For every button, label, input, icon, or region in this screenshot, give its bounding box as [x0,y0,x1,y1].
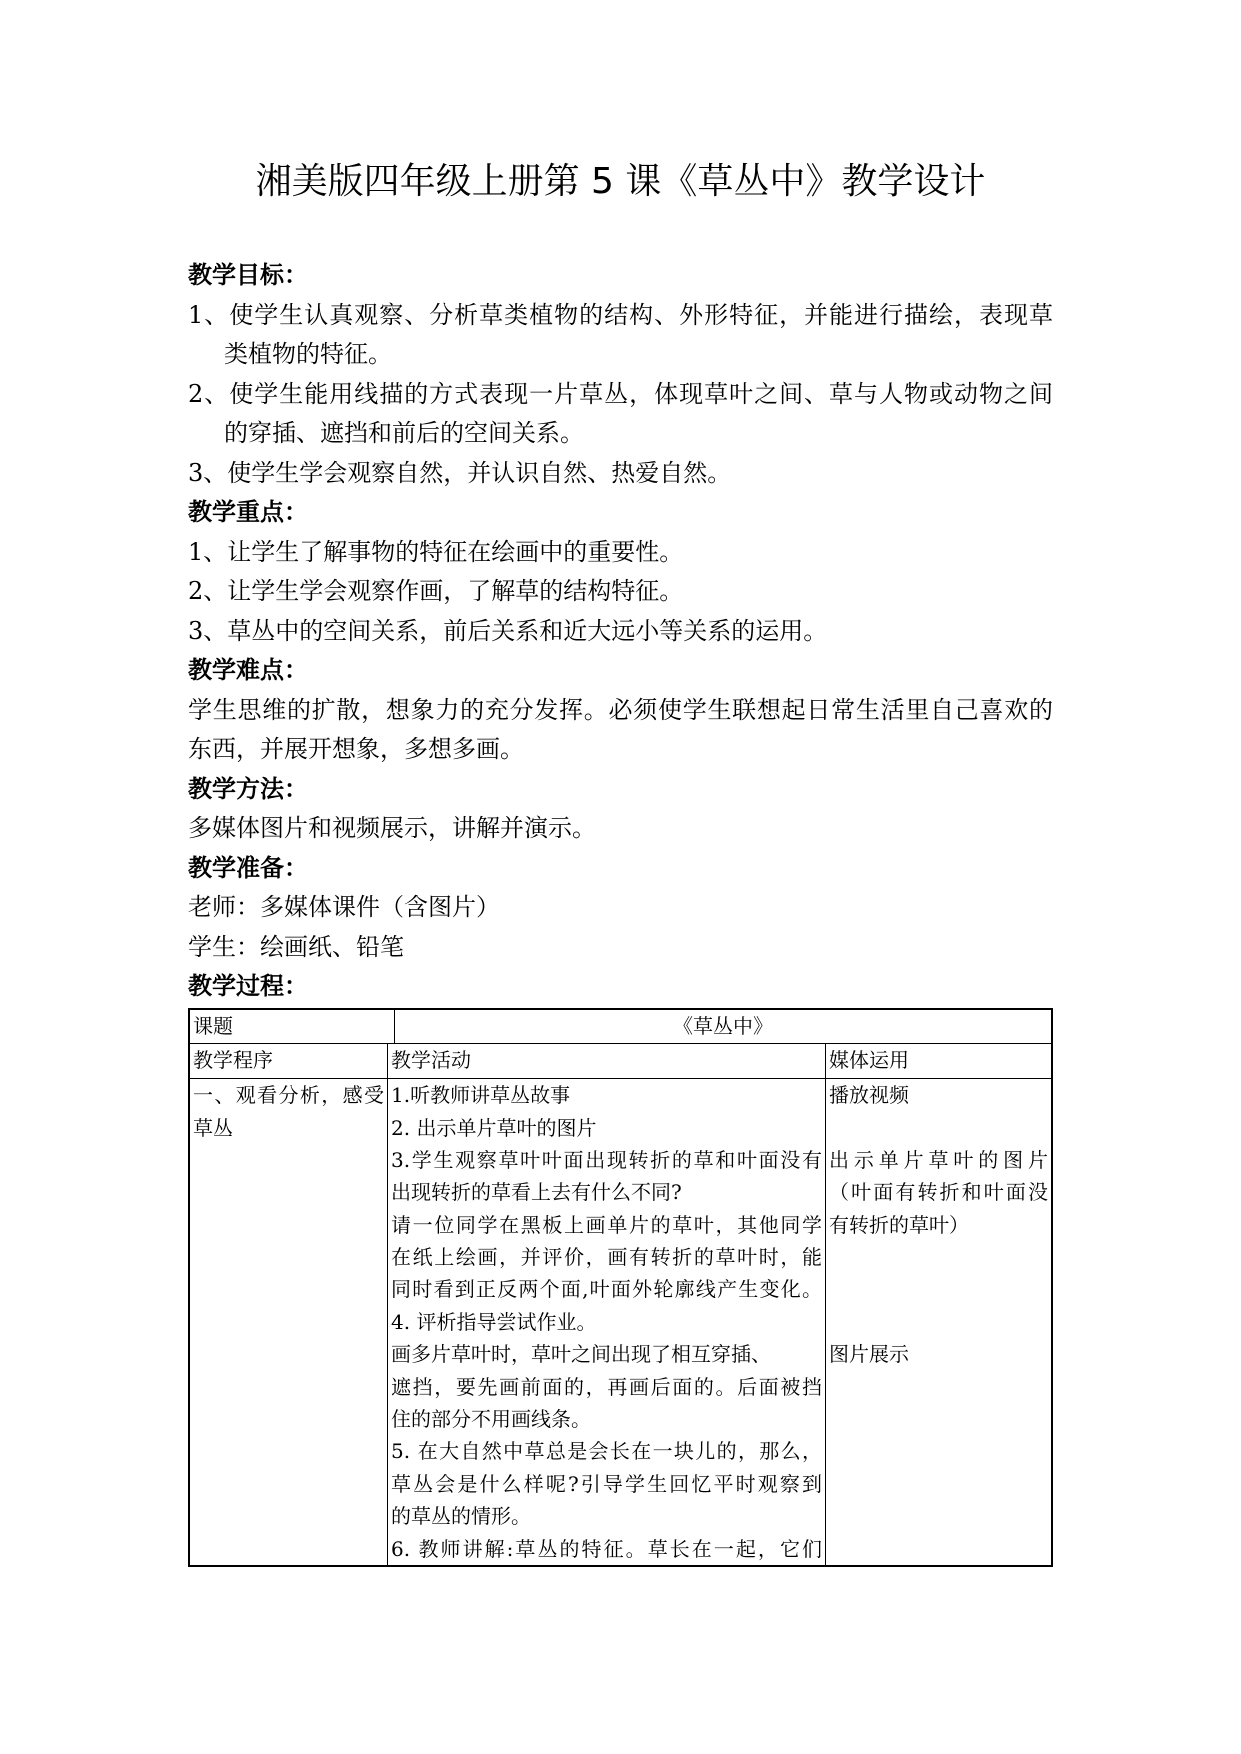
header-media: 媒体运用 [829,1048,909,1073]
topic-value-cell: 《草丛中》 [673,1014,773,1038]
activity-line: 6. 教师讲解:草丛的特征。草长在一起，它们 [391,1536,822,1561]
activity-line: 5. 在大自然中草总是会长在一块儿的，那么， [391,1439,822,1464]
procedure-line: 草丛 [193,1115,233,1140]
activity-line: 在纸上绘画，并评价，画有转折的草叶时，能 [391,1245,822,1270]
header-procedure: 教学程序 [190,1044,388,1078]
activity-line: 草丛会是什么样呢?引导学生回忆平时观察到 [391,1471,822,1496]
procedure-line: 一、观看分析，感受 [193,1083,384,1108]
difficulties-line-1: 学生思维的扩散，想象力的充分发挥。必须使学生联想起日常生活里自己喜欢的 [188,695,1053,724]
activity-line: 同时看到正反两个面,叶面外轮廓线产生变化。 [391,1277,822,1302]
methods-line-1: 多媒体图片和视频展示，讲解并演示。 [188,814,596,842]
media-line: （叶面有转折和叶面没 [829,1180,1048,1205]
media-cell [826,1079,1051,1565]
difficulties-line-2: 东西，并展开想象，多想多画。 [188,735,524,763]
process-table [188,1008,1053,1567]
table-header-row [190,1044,1051,1079]
table-row [190,1079,1051,1565]
activity-line: 1.听教师讲草丛故事 [391,1083,571,1108]
procedure-cell [190,1079,388,1565]
media-line: 有转折的草叶） [829,1212,969,1237]
objective-item-2-line-2: 的穿插、遮挡和前后的空间关系。 [224,419,584,447]
key-point-item-1: 1、让学生了解事物的特征在绘画中的重要性。 [188,537,684,566]
section-heading-process: 教学过程： [188,972,308,1000]
key-point-item-3: 3、草丛中的空间关系，前后关系和近大远小等关系的运用。 [188,616,828,645]
topic-label-cell: 课题 [190,1010,395,1043]
preparation-student: 学生：绘画纸、铅笔 [188,932,404,961]
header-activities: 教学活动 [388,1044,826,1078]
objective-item-3: 3、使学生学会观察自然，并认识自然、热爱自然。 [188,458,732,487]
key-point-item-2: 2、让学生学会观察作画，了解草的结构特征。 [188,577,684,605]
objective-item-2-line-1: 2、使学生能用线描的方式表现一片草丛，体现草叶之间、草与人物或动物之间 [188,379,1053,408]
activity-line: 4. 评析指导尝试作业。 [391,1309,597,1334]
objective-item-1-line-2: 类植物的特征。 [224,340,392,368]
activity-line: 请一位同学在黑板上画单片的草叶，其他同学 [391,1212,822,1237]
activity-line: 3.学生观察草叶叶面出现转折的草和叶面没有 [391,1147,822,1172]
activity-line: 画多片草叶时，草叶之间出现了相互穿插、 [391,1342,771,1367]
activities-cell [388,1079,826,1565]
activity-line: 遮挡，要先画前面的，再画后面的。后面被挡 [391,1374,822,1399]
media-line: 图片展示 [829,1342,909,1367]
preparation-teacher: 老师：多媒体课件（含图片） [188,893,500,921]
section-heading-key-points: 教学重点： [188,498,308,526]
table-row-topic [190,1010,1051,1044]
section-heading-preparation: 教学准备： [188,853,308,882]
activity-line: 2. 出示单片草叶的图片 [391,1115,597,1140]
document-title: 湘美版四年级上册第 5 课《草丛中》教学设计 [255,161,986,202]
section-heading-methods: 教学方法： [188,774,308,803]
section-heading-objectives: 教学目标： [188,261,308,289]
activity-line: 的草丛的情形。 [391,1504,531,1529]
activity-line: 出现转折的草看上去有什么不同? [391,1180,682,1205]
objective-item-1-line-1: 1、使学生认真观察、分析草类植物的结构、外形特征，并能进行描绘，表现草 [188,300,1053,329]
media-line: 出示单片草叶的图片 [829,1147,1048,1172]
media-line: 播放视频 [829,1083,909,1108]
activity-line: 住的部分不用画线条。 [391,1407,591,1432]
section-heading-difficulties: 教学难点： [188,656,308,684]
document-body [188,256,1053,1007]
